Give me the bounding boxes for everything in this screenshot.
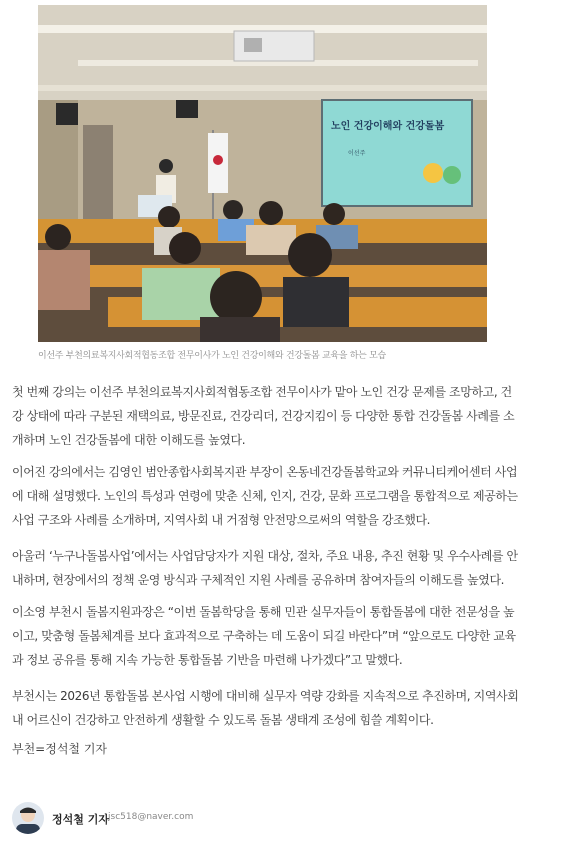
avatar-person-icon [12, 802, 44, 834]
author-email[interactable]: jsc518@naver.com [108, 812, 194, 822]
article-paragraph-1: 첫 번째 강의는 이선주 부천의료복지사회적협동조합 전무이사가 맡아 노인 건강 문제를 조망하고, 건강 상태에 따라 구분된 재택의료, 방문진료, 건강리더, 건강지킴이 등 다양한 통합 건강돌봄 사례를 소개하며 노인 건강돌봄에 대한 이해도를 높였다. [12, 385, 515, 447]
lecture-photo-illustration [38, 5, 487, 342]
slide-title: 노인 건강이해와 건강돌봄 [331, 121, 445, 132]
article-byline: 부천=정석철 기자 [12, 742, 108, 756]
photo-caption: 이선주 부천의료복지사회적협동조합 전무이사가 노인 건강이해와 건강돌봄 교육을 하는 모습 [38, 351, 386, 361]
article-paragraph-3: 아울러 ‘누구나돌봄사업’에서는 사업담당자가 지원 대상, 절차, 주요 내용, 추진 현황 및 우수사례를 안내하며, 현장에서의 정책 운영 방식과 구체적인 지원 사례를 공유하며 참여자들의 이해도를 높였다. [12, 549, 518, 587]
article-paragraph-5: 부천시는 2026년 통합돌봄 본사업 시행에 대비해 실무자 역량 강화를 지속적으로 추진하며, 지역사회 내 어르신이 건강하고 안전하게 생활할 수 있도록 돌봄 생태계 조성에 힘쓸 계획이다. [12, 689, 519, 727]
author-avatar[interactable] [12, 802, 44, 834]
slide-presenter: 이선주 [348, 150, 366, 157]
author-box[interactable] [12, 802, 312, 834]
article-photo [38, 5, 487, 342]
author-name[interactable]: 정석철 기자 [52, 813, 109, 826]
article-paragraph-2: 이어진 강의에서는 김영인 범안종합사회복지관 부장이 온동네건강돌봄학교와 커뮤니티케어센터 사업에 대해 설명했다. 노인의 특성과 연령에 맞춘 신체, 인지, 건강, 문화 프로그램을 통합적으로 제공하는 사업 구조와 사례를 소개하며, 지역사회 내 거점형 안전망으로써의 역할을 강조했다. [12, 465, 518, 527]
article-paragraph-4: 이소영 부천시 돌봄지원과장은 “이번 돌봄학당을 통해 민관 실무자들이 통합돌봄에 대한 전문성을 높이고, 맞춤형 돌봄체계를 보다 효과적으로 구축하는 데 도움이 되길 바란다”며 “앞으로도 다양한 교육과 정보 공유를 통해 지속 가능한 통합돌봄 기반을 마련해 나가겠다”고 말했다. [12, 605, 516, 667]
